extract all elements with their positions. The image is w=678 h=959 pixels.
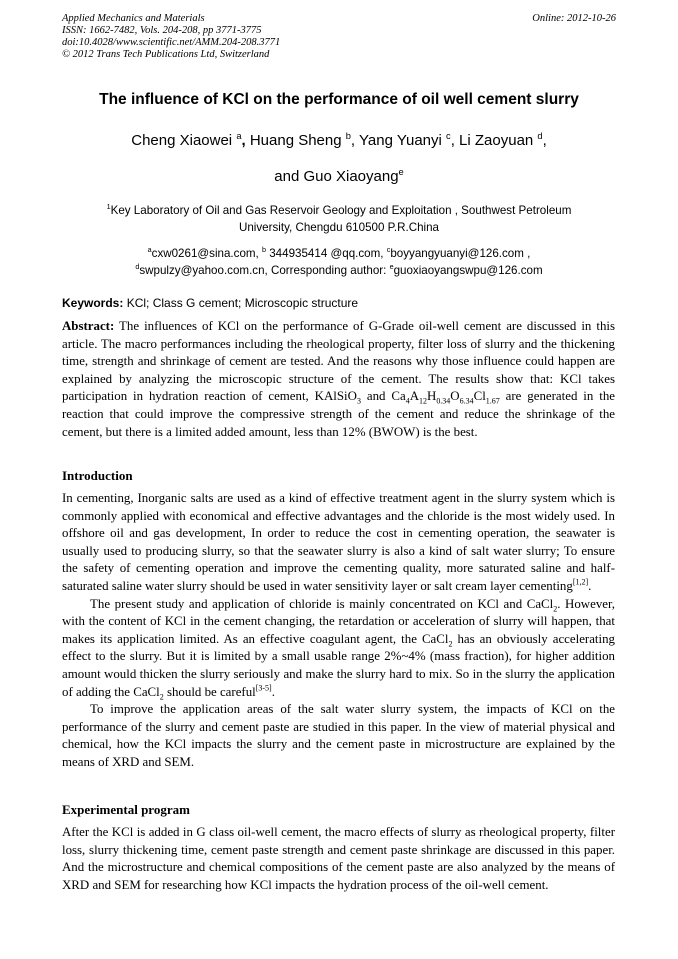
affiliation-text: Key Laboratory of Oil and Gas Reservoir Geology and Exploitation , Southwest Petroleum	[110, 204, 572, 217]
introduction-body	[62, 490, 615, 772]
formula-sub: 0.34	[436, 396, 451, 406]
formula-sub: 12	[419, 396, 427, 406]
abstract-paragraph	[62, 318, 615, 441]
paragraph-text: has an obviously accelerating effect to the slurry. But it is limited by a small usable range 2%~4% (mass fraction), for higher addition amount would thicken the slurry seriously and make the slurry hard to mix. So in the slurry the application of adding the CaCl	[62, 631, 615, 699]
author-separator: ,	[542, 132, 547, 149]
online-date: Online: 2012-10-26	[532, 13, 616, 24]
keywords	[62, 296, 358, 310]
author-sup: a	[236, 131, 242, 141]
abstract-text: and Ca	[360, 389, 406, 404]
journal-issn: ISSN: 1662-7482, Vols. 204-208, pp 3771-3775	[62, 25, 262, 36]
abstract	[62, 318, 615, 441]
abstract-text: A	[409, 389, 420, 404]
author-sup: e	[398, 167, 404, 177]
paragraph-text: . However, with the content of KCl in the cement changing, the retardation or acceleration of slurry will happen, that makes its application limited. As an effective coagulant agent, the CaCl	[62, 596, 615, 646]
email: swpulzy@yahoo.com.cn, Corresponding author:	[139, 264, 390, 277]
email-sup: e	[389, 262, 394, 272]
emails	[0, 245, 678, 279]
journal-header	[62, 13, 280, 61]
section-heading-experimental: Experimental program	[62, 802, 190, 817]
formula-sub: 1.67	[485, 396, 500, 406]
intro-paragraph-1	[62, 490, 615, 596]
citation: [1,2]	[572, 577, 589, 587]
affiliation-line-1	[0, 202, 678, 219]
email: guoxiaoyangswpu@126.com	[393, 264, 543, 277]
paragraph-text: .	[271, 684, 275, 699]
email: boyyangyuanyi@126.com ,	[390, 247, 531, 260]
experimental-paragraph-1: After the KCl is added in G class oil-well cement, the macro effects of slurry as rheological property, filter loss, slurry thickening time, cement paste strength and cement paste shrinkage are discussed in this paper. And the microstructure and chemical compositions of the cement paste are also analyzed by the means of XRD and SEM for researching how KCl impacts the hydration process of the oil-well cement.	[62, 825, 615, 892]
affiliation-line-2: University, Chengdu 610500 P.R.China	[238, 221, 439, 234]
author-name: Huang Sheng	[249, 132, 342, 149]
keywords-label: Keywords:	[62, 296, 124, 310]
paragraph-text: should be careful	[163, 684, 256, 699]
email-sup: a	[147, 245, 152, 255]
email-sup: b	[262, 245, 267, 255]
email-line-2	[0, 262, 678, 279]
formula-sub: 4	[405, 396, 410, 406]
email: 344935414 @qq.com,	[266, 247, 387, 260]
author-sup: b	[345, 131, 351, 141]
citation: [3-5]	[255, 683, 272, 693]
email-sup: c	[386, 245, 391, 255]
author-line-1	[0, 132, 678, 149]
formula-sub: 2	[553, 604, 558, 614]
affiliation-sup: 1	[106, 202, 111, 212]
paragraph-text: .	[588, 578, 592, 593]
abstract-text: are generated in the reaction that could improve the compressive strength of the cement and reduce the shrinkage of the cement, but there is a limited added amount, less than 12% (BWOW) is the best.	[62, 389, 615, 439]
formula-sub: 3	[356, 396, 361, 406]
paragraph-text: The present study and application of chloride is mainly concentrated on KCl and CaCl	[90, 596, 554, 611]
author-separator: ,	[350, 132, 356, 149]
journal-copyright: © 2012 Trans Tech Publications Ltd, Switzerland	[62, 49, 270, 60]
affiliation	[0, 202, 678, 236]
intro-paragraph-3: To improve the application areas of the salt water slurry system, the impacts of KCl on the performance of the slurry and cement paste are studied in this paper. In the view of material physical and chemical, how the KCl impacts the slurry and the cement paste in microstructure are explained by the means of XRD and SEM.	[62, 702, 615, 769]
abstract-text: The influences of KCl on the performance of G-Grade oil-well cement are discussed in this article. The macro performances including the rheological property, filter loss of slurry and the thickening time, strength and shrinkage of cement are tested. And the reasons why those influence could happen are explained by analyzing the microscopic structure of the cement. The results show that: KCl takes participation in hydration reaction of cement, KAlSiO	[62, 319, 615, 404]
author-name: and Guo Xiaoyang	[274, 168, 399, 185]
formula-sub: 2	[159, 692, 164, 702]
paper-title: The influence of KCl on the performance of oil well cement slurry	[99, 91, 579, 108]
author-sup: c	[446, 131, 451, 141]
author-name: Li Zaoyuan	[459, 132, 534, 149]
paragraph-text: In cementing, Inorganic salts are used as a kind of effective treatment agent in the slurry system which is commonly applied with economical and effective advantages and the chloride is the most widely used. In offshore oil and gas development, In order to reduce the cost in cementing operation, the seawater is usually used to producing slurry, so that the seawater slurry is also a kind of salt water slurry; To ensure the safety of cementing operation and improve the cementing quality, more saturated saline and half-saturated saline water slurry should be used in water sensitivity layer or salt cream layer cementing	[62, 491, 615, 593]
journal-doi: doi:10.4028/www.scientific.net/AMM.204-208.3771	[62, 37, 281, 48]
abstract-text: Cl	[473, 389, 486, 404]
abstract-label: Abstract:	[62, 319, 115, 333]
abstract-text: H	[427, 389, 437, 404]
formula-sub: 2	[448, 639, 453, 649]
author-name: Yang Yuanyi	[359, 132, 442, 149]
intro-paragraph-2	[62, 596, 615, 702]
author-separator: ,	[450, 132, 455, 149]
formula-sub: 6.34	[459, 396, 474, 406]
email-sup: d	[135, 262, 140, 272]
author-line-2	[0, 168, 678, 185]
keywords-text: KCl; Class G cement; Microscopic structure	[123, 296, 359, 310]
author-sup: d	[537, 131, 543, 141]
abstract-text: O	[450, 389, 460, 404]
experimental-body	[62, 824, 615, 894]
email-line-1	[0, 245, 678, 262]
journal-name: Applied Mechanics and Materials	[62, 13, 205, 24]
author-name: Cheng Xiaowei	[131, 132, 233, 149]
section-heading-introduction: Introduction	[62, 468, 133, 483]
email: cxw0261@sina.com,	[151, 247, 259, 260]
author-separator: ,	[241, 132, 246, 149]
